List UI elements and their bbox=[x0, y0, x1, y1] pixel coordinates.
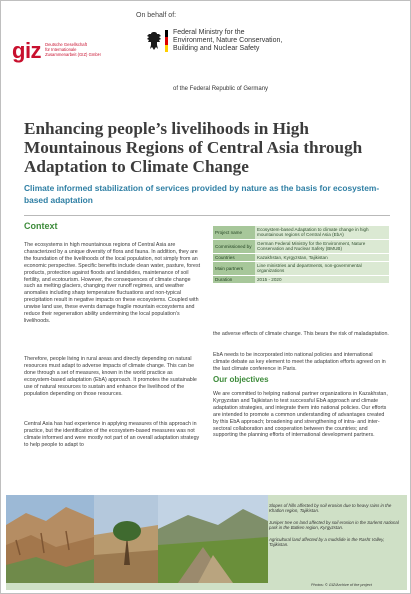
table-key: Countries bbox=[213, 253, 255, 261]
table-value: 2015 - 2020 bbox=[255, 275, 389, 283]
table-key: Project name bbox=[213, 226, 255, 239]
table-row bbox=[213, 275, 389, 283]
table-value: Ecosystem-based Adaptation to climate change in high mountainous regions of Central Asia (EbA) bbox=[255, 226, 389, 239]
ministry-name: Federal Ministry for the Environment, Nature Conservation, Building and Nuclear Safety bbox=[173, 29, 283, 52]
table-row bbox=[213, 253, 389, 261]
photo-credit: Photos: © GIZ/Archive of the project bbox=[311, 583, 372, 587]
giz-logo-text: Deutsche Gesellschaft für Internationale Zusammenarbeit (GIZ) GmbH bbox=[45, 42, 101, 57]
photo-caption: Slopes of hills affected by soil erosion due to heavy rains in the Khatlon region, Tajikistan. bbox=[269, 503, 392, 514]
giz-logo-mark: giz bbox=[12, 38, 42, 63]
table-row bbox=[213, 239, 389, 253]
german-flag bbox=[165, 30, 168, 52]
table-key: Commissioned by bbox=[213, 239, 255, 253]
project-info-table bbox=[213, 226, 389, 284]
photo-captions bbox=[269, 503, 401, 553]
photo-caption: Juniper tree on land affected by soil erosion in the Sarlemt national park in the Batken region, Kyrgyzstan. bbox=[269, 519, 399, 531]
context-paragraph: EbA needs to be incorporated into national policies and international climate debate as key element to meet the adaptation efforts agreed on in the last climate conference in Paris. bbox=[213, 352, 386, 372]
context-paragraph: Therefore, people living in rural areas and directly depending on natural resources must adapt to adverse impacts of climate change. This can be done through a set of measures, known in the world practice as ecosystem-based adaptation (EbA) approach. It promotes the sustainable use of natural resources to sustain and enhance the livelihood of the population depending on those resources. bbox=[24, 356, 197, 397]
eroded-hills-photo bbox=[6, 495, 94, 583]
table-row bbox=[213, 262, 389, 276]
juniper-tree-photo bbox=[94, 495, 158, 583]
objectives-heading: Our objectives bbox=[213, 375, 269, 384]
federal-eagle-icon bbox=[146, 30, 162, 52]
document-subtitle: Climate informed stabilization of services provided by nature as the basis for ecosystem-based adaptation bbox=[24, 183, 380, 205]
document-title: Enhancing people’s livelihoods in High Mountainous Regions of Central Asia through Adaptation to Climate Change bbox=[24, 119, 363, 176]
giz-logo bbox=[12, 38, 105, 63]
divider bbox=[24, 215, 390, 216]
objectives-paragraph: We are committed to helping national partner organizations in Kazakhstan, Kyrgyzstan and Tajikistan to test successful EbA approach and climate adaptation strategies, and integrate them into national policies. Our efforts are intended to promote a common understanding of advantages created by this EbA approach; broadening and strengthening of intra- and inter-sectoral collaboration and cooperation between the countries; and supporting the planning efforts of international development partners. bbox=[213, 391, 388, 439]
photo-caption: Agricultural land affected by a mudslide in the Rasht Valley, Tajikistan. bbox=[269, 536, 385, 548]
table-value: Line ministries and departments, non-governmental organizations bbox=[255, 262, 389, 276]
context-paragraph: Central Asia has had experience in applying measures of this approach in practice, but the identification of the ecosystem-based measures was not climate informed and were mostly not part of an overall adaptation strategy to help people to adapt to bbox=[24, 421, 200, 448]
table-row bbox=[213, 226, 389, 239]
federal-republic-label: of the Federal Republic of Germany bbox=[173, 86, 269, 92]
table-key: Main partners bbox=[213, 262, 255, 276]
table-value: Kazakhstan, Kyrgyzstan, Tajikistan bbox=[255, 253, 389, 261]
context-paragraph: the adverse effects of climate change. This bears the risk of maladaptation. bbox=[213, 331, 389, 337]
on-behalf-label: On behalf of: bbox=[136, 12, 177, 19]
context-paragraph: The ecosystems in high mountainous regions of Central Asia are characterized by a unique diversity of flora and fauna. In addition, they are the foundation of the livelihoods of the local population, not simply from an economic perspective. Specific benefits include clean water, pasture, forest products, protection against floods and landslides, maintenance of soil fertility, and ecotourism. However, the consequences of climate change such as melting glaciers, changing river runoff regimes, and weather anomalies including sharp temperature fluctuations and non-typical precipitation result in negative impacts on these ecosystems. Coupled with unwise land use, these events damage fragile mountain ecosystems and reduce their regeneration ability undermining the local population’s livelihoods. bbox=[24, 242, 201, 324]
table-value: German Federal Ministry for the Environment, Nature Conservation and Nuclear Safety (BMUB) bbox=[255, 239, 389, 253]
mudslide-field-photo bbox=[158, 495, 268, 583]
context-heading: Context bbox=[24, 221, 58, 231]
table-key: Duration bbox=[213, 275, 255, 283]
